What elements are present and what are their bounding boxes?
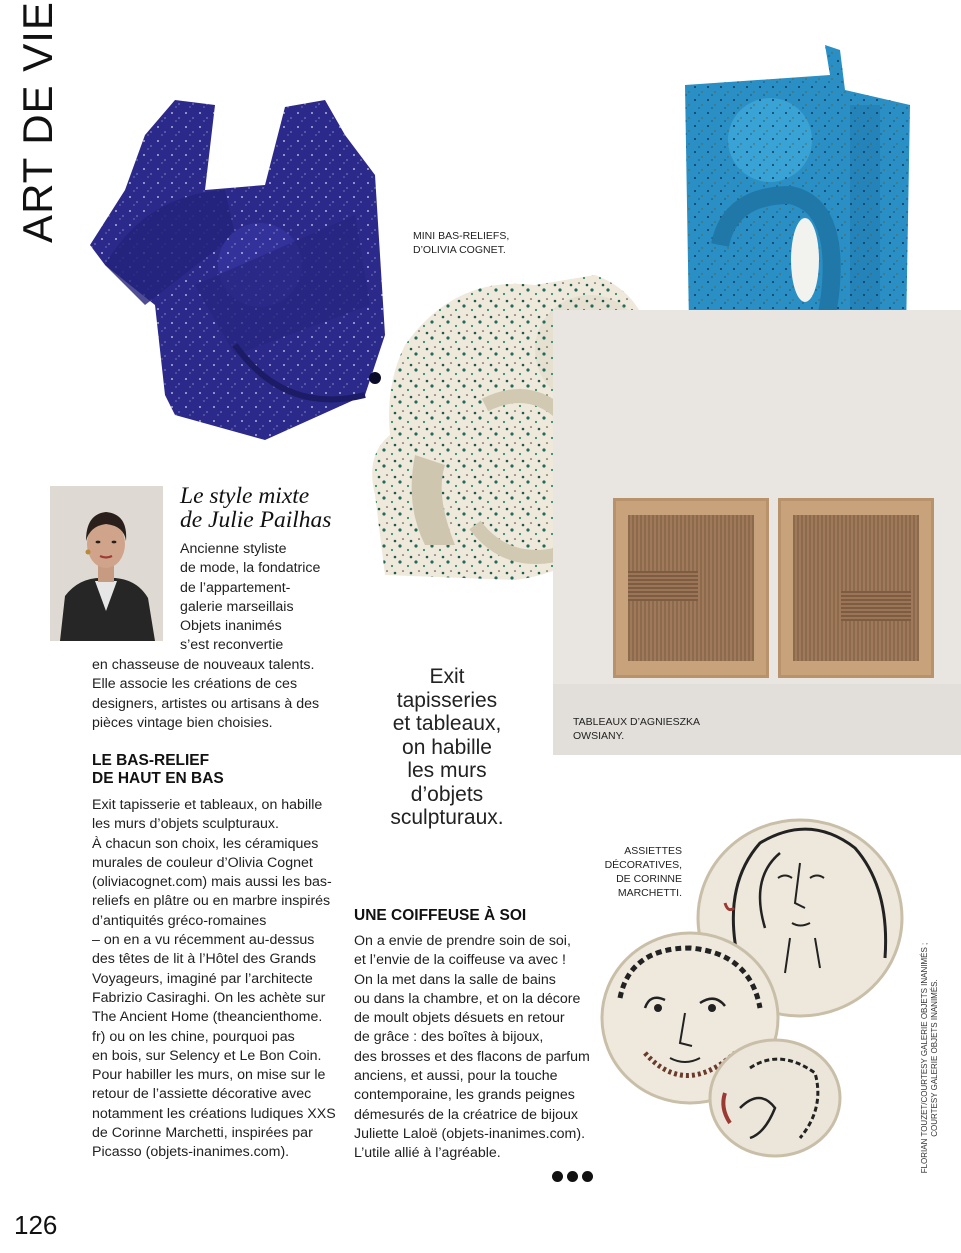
body-line: À chacun son choix, les céramiques: [92, 835, 319, 852]
body-line: les murs d’objets sculpturaux.: [92, 816, 279, 833]
body-line: murales de couleur d’Olivia Cognet: [92, 854, 313, 871]
caption-mini-bas-reliefs: [413, 229, 509, 257]
intro-text-lower: [92, 656, 319, 733]
page-number: 126: [14, 1210, 58, 1240]
body-line: On a envie de prendre soin de soi,: [354, 933, 571, 949]
caption-line: MARCHETTI.: [617, 887, 682, 899]
dot-icon: [582, 1171, 593, 1182]
bas-relief-body: [92, 796, 342, 1163]
pull-quote-line: Exit: [429, 665, 465, 688]
pull-quote-line: tapisseries: [396, 688, 498, 712]
tableaux-wall-photo: [553, 310, 961, 755]
intro-line: de mode, la fondatrice: [180, 560, 321, 577]
intro-line: s’est reconvertie: [180, 637, 284, 654]
caption-line: ASSIETTES: [624, 845, 682, 857]
pull-quote-line: les murs: [407, 759, 487, 782]
photo-credit: [913, 930, 947, 1185]
coiffeuse-body: [354, 932, 604, 1164]
intro-line: galerie marseillais: [180, 598, 294, 615]
section-title-text: ART DE VIE: [14, 0, 61, 243]
section-title: [14, 0, 62, 243]
body-line: Voyageurs, imaginé par l’architecte: [92, 970, 313, 987]
body-line: (oliviacognet.com) mais aussi les bas-: [92, 874, 332, 891]
intro-title: [180, 484, 331, 532]
body-line: contemporaine, les grands peignes: [354, 1087, 575, 1104]
dot-icon: [567, 1171, 578, 1182]
body-line: The Ancient Home (theancienthome.: [92, 1009, 323, 1026]
body-line: Juliette Laloë (objets-inanimes.com).: [354, 1125, 586, 1142]
body-line: des brosses et des flacons de parfum: [354, 1048, 590, 1065]
body-line: Exit tapisserie et tableaux, on habille: [92, 797, 323, 813]
intro-title-line: Le style mixte: [180, 483, 310, 509]
body-line: Picasso (objets-inanimes.com).: [92, 1144, 290, 1161]
body-line: en bois, sur Selency et Le Bon Coin.: [92, 1047, 322, 1064]
pull-quote-line: on habille: [402, 735, 492, 759]
body-line: L’utile allié à l’agréable.: [354, 1145, 501, 1162]
credit-line: FLORIAN TOUZET/COURTESY GALERIE OBJETS INANIMÉS ;: [920, 942, 929, 1173]
body-line: retour de l’assiette décorative avec: [92, 1086, 312, 1103]
navy-bas-relief-photo: [85, 95, 405, 445]
caption-line: TABLEAUX D’AGNIESZKA: [573, 716, 701, 728]
portrait-julie-pailhas: [50, 486, 163, 641]
tableau-right: [778, 498, 934, 678]
caption-line: D’OLIVIA COGNET.: [413, 244, 506, 256]
caption-line: OWSIANY.: [573, 730, 625, 742]
intro-line: pièces vintage bien choisies.: [92, 714, 273, 731]
caption-tableaux: [573, 715, 700, 743]
intro-text-upper: [180, 540, 320, 656]
body-line: de grâce : des boîtes à bijoux,: [354, 1029, 544, 1046]
caption-line: DE CORINNE: [616, 873, 682, 885]
caption-line: DÉCORATIVES,: [604, 859, 682, 871]
photo-credit-text: [920, 942, 940, 1173]
body-line: notamment les créations ludiques XXS: [92, 1105, 336, 1122]
body-line: On la met dans la salle de bains: [354, 971, 556, 988]
intro-line: de l’appartement-: [180, 579, 291, 596]
intro-line: designers, artistes ou artisans à des: [92, 695, 320, 712]
caption-line: MINI BAS-RELIEFS,: [413, 230, 510, 242]
body-line: et l’envie de la coiffeuse va avec !: [354, 952, 566, 969]
credit-line: COURTESY GALERIE OBJETS INANIMÉS.: [930, 978, 939, 1137]
coiffeuse-heading: UNE COIFFEUSE À SOI: [354, 907, 527, 924]
body-line: reliefs en plâtre ou en marbre inspirés: [92, 893, 331, 910]
body-line: de Corinne Marchetti, inspirées par: [92, 1125, 313, 1142]
body-line: Fabrizio Casiraghi. On les achète sur: [92, 989, 326, 1006]
intro-line: Ancienne styliste: [180, 541, 287, 557]
body-line: fr) ou on les chine, pourquoi pas: [92, 1028, 295, 1045]
body-line: d’antiquités gréco-romaines: [92, 912, 267, 929]
intro-line: Objets inanimés: [180, 618, 282, 635]
pull-quote-line: d’objets: [410, 782, 484, 806]
body-line: – on en a vu récemment au-dessus: [92, 932, 315, 949]
body-line: démesurés de la créatrice de bijoux: [354, 1106, 578, 1123]
body-line: des têtes de lit à l’Hôtel des Grands: [92, 951, 316, 968]
intro-line: Elle associe les créations de ces: [92, 676, 298, 693]
pull-quote: [372, 665, 522, 830]
body-line: ou dans la chambre, et on la décore: [354, 990, 581, 1007]
body-line: anciens, et aussi, pour la touche: [354, 1068, 558, 1085]
decorative-plates-photo: [600, 808, 905, 1158]
tableau-left: [613, 498, 769, 678]
bas-relief-heading: [92, 752, 224, 788]
body-line: de moult objets désuets en retour: [354, 1010, 565, 1027]
intro-line: en chasseuse de nouveaux talents.: [92, 657, 315, 673]
end-of-article-dots: [552, 1171, 593, 1182]
heading-line: DE HAUT EN BAS: [92, 770, 224, 787]
heading-line: LE BAS-RELIEF: [92, 752, 210, 769]
pull-quote-line: et tableaux,: [392, 712, 502, 735]
body-line: Pour habiller les murs, on mise sur le: [92, 1067, 326, 1084]
dot-icon: [552, 1171, 563, 1182]
intro-title-line: de Julie Pailhas: [180, 507, 332, 533]
pull-quote-line: sculpturaux.: [390, 806, 504, 829]
